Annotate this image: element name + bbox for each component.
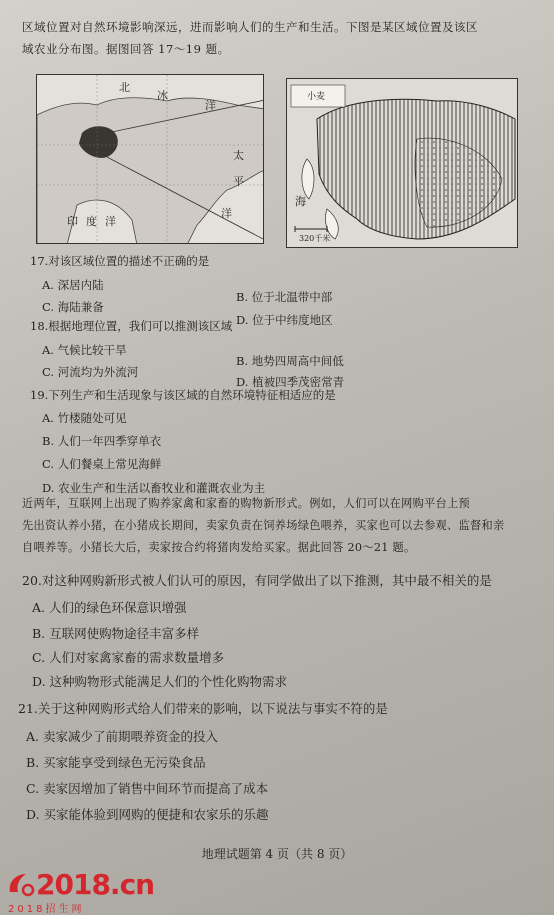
option-text: 人们的绿色环保意识增强 — [49, 600, 187, 615]
logo-swoosh-icon — [6, 870, 36, 900]
option-letter: D. — [26, 807, 40, 822]
question-18 — [30, 317, 232, 335]
label-bing: 冰 — [157, 89, 168, 102]
option-letter: C. — [42, 300, 55, 314]
scale-bar-label: 320千米 — [299, 234, 331, 243]
q19-option-a[interactable] — [42, 410, 127, 426]
question-stem: 根据地理位置，我们可以推测该区域 — [48, 319, 233, 333]
label-yang-1: 洋 — [205, 99, 216, 112]
q20-option-b[interactable] — [32, 624, 199, 642]
option-letter: B. — [42, 434, 55, 448]
option-letter: B. — [236, 290, 249, 304]
q19-option-b[interactable] — [42, 433, 161, 449]
label-yang-2: 洋 — [221, 207, 232, 220]
agriculture-map — [286, 78, 518, 248]
q21-option-b[interactable] — [26, 753, 206, 771]
label-tai: 太 — [233, 149, 244, 162]
q17-option-d[interactable] — [236, 312, 333, 328]
q17-option-c[interactable] — [42, 299, 104, 315]
question-number: 20. — [22, 573, 42, 588]
option-letter: D. — [32, 674, 46, 689]
legend-wheat: 小麦 — [307, 92, 326, 102]
question-17 — [30, 252, 209, 270]
watermark-sub: 2018招生网 — [8, 904, 85, 915]
option-text: 卖家减少了前期喂养资金的投入 — [43, 729, 219, 744]
q21-option-a[interactable] — [26, 727, 218, 745]
option-text: 深居内陆 — [57, 278, 104, 292]
option-letter: A. — [42, 411, 54, 425]
option-text: 农业生产和生活以畜牧业和灌溉农业为主 — [58, 481, 266, 495]
watermark-logo — [6, 868, 156, 915]
passage-line-1: 近两年，互联网上出现了购养家禽和家畜的购物新形式。例如，人们可以在网购平台上预 — [22, 497, 471, 510]
option-letter: D. — [236, 313, 249, 327]
question-19 — [30, 386, 336, 404]
q18-option-b[interactable] — [236, 353, 344, 369]
label-ping: 平 — [233, 175, 244, 188]
question-stem: 关于这种网购形式给人们带来的影响，以下说法与事实不符的是 — [37, 701, 388, 716]
option-text: 位于中纬度地区 — [252, 313, 333, 327]
q19-option-c[interactable] — [42, 456, 161, 472]
label-sea: 海 — [295, 195, 306, 208]
map-figure — [36, 74, 522, 252]
option-letter: B. — [32, 626, 46, 641]
q20-option-d[interactable] — [32, 672, 287, 690]
option-letter: A. — [42, 343, 54, 357]
question-number: 17. — [30, 254, 49, 268]
option-letter: B. — [26, 755, 40, 770]
location-map — [36, 74, 264, 244]
question-21 — [18, 700, 388, 718]
option-letter: D. — [236, 375, 249, 389]
option-text: 植被四季茂密常青 — [252, 375, 345, 389]
q17-option-a[interactable] — [42, 277, 104, 293]
option-letter: C. — [42, 365, 55, 379]
intro-text — [22, 16, 532, 60]
label-bei: 北 — [119, 81, 130, 94]
option-letter: A. — [32, 600, 46, 615]
option-text: 买家能享受到绿色无污染食品 — [43, 755, 206, 770]
option-text: 人们对家禽家畜的需求数量增多 — [49, 650, 225, 665]
option-text: 卖家因增加了销售中间环节而提高了成本 — [43, 781, 269, 796]
option-text: 位于北温带中部 — [251, 290, 333, 304]
option-text: 海陆兼备 — [57, 300, 104, 314]
label-indian-ocean: 印度洋 — [67, 215, 124, 228]
q21-option-d[interactable] — [26, 805, 269, 823]
q20-option-c[interactable] — [32, 648, 224, 666]
option-text: 这种购物形式能满足人们的个性化购物需求 — [49, 674, 288, 689]
option-letter: A. — [26, 729, 40, 744]
watermark-main: 2018.cn — [36, 868, 155, 901]
q18-option-a[interactable] — [42, 342, 127, 358]
passage-line-2: 先出资认养小猪，在小猪成长期间，卖家负责在饲养场绿色喂养，买家也可以去参观、监督和亲 — [22, 519, 505, 532]
reading-passage — [22, 493, 534, 559]
option-letter: B. — [236, 354, 249, 368]
option-text: 买家能体验到网购的便捷和农家乐的乐趣 — [43, 807, 269, 822]
question-20 — [22, 572, 492, 590]
question-stem: 对这种网购新形式被人们认可的原因，有同学做出了以下推测，其中最不相关的是 — [41, 573, 492, 588]
q18-option-c[interactable] — [42, 364, 138, 380]
option-text: 人们餐桌上常见海鲜 — [57, 457, 162, 471]
option-text: 互联网使购物途径丰富多样 — [49, 626, 200, 641]
option-letter: C. — [32, 650, 46, 665]
question-number: 19. — [30, 388, 49, 402]
option-letter: A. — [42, 278, 54, 292]
option-letter: C. — [26, 781, 40, 796]
question-stem: 下列生产和生活现象与该区域的自然环境特征相适应的是 — [48, 388, 336, 402]
q20-option-a[interactable] — [32, 598, 187, 616]
option-letter: D. — [42, 481, 55, 495]
passage-line-3: 自喂养等。小猪长大后，卖家按合约将猪肉发给买家。据此回答 20～21 题。 — [22, 541, 416, 554]
intro-line-2: 域农业分布图。据图回答 17～19 题。 — [22, 42, 230, 56]
q17-option-b[interactable] — [236, 289, 332, 305]
option-text: 竹楼随处可见 — [57, 411, 127, 425]
question-number: 18. — [30, 319, 49, 333]
question-number: 21. — [18, 701, 38, 716]
option-text: 人们一年四季穿单衣 — [57, 434, 162, 448]
option-text: 地势四周高中间低 — [251, 354, 344, 368]
option-text: 河流均为外流河 — [57, 365, 139, 379]
question-stem: 对该区域位置的描述不正确的是 — [48, 254, 210, 268]
intro-line-1: 区域位置对自然环境影响深远，进而影响人们的生产和生活。下图是某区域位置及该区 — [22, 20, 478, 34]
q21-option-c[interactable] — [26, 779, 268, 797]
option-text: 气候比较干旱 — [57, 343, 127, 357]
option-letter: C. — [42, 457, 55, 471]
page-footer: 地理试题第 4 页（共 8 页） — [201, 847, 353, 861]
agriculture-map-graphic — [287, 79, 518, 248]
